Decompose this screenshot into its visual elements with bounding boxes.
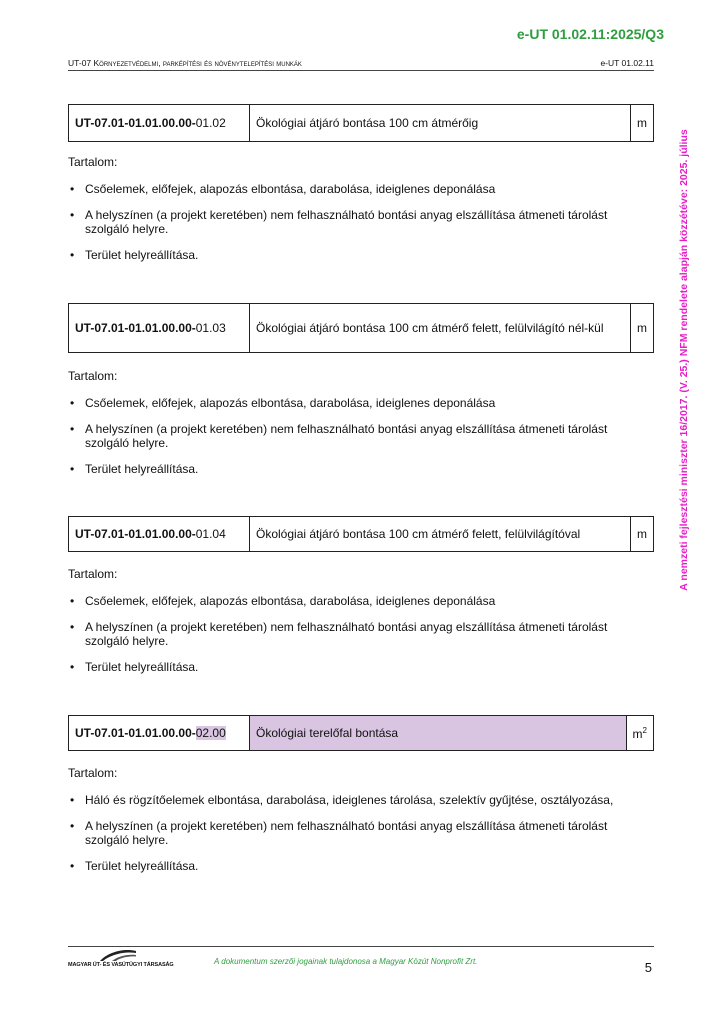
list-item: • A helyszínen (a projekt keretében) nem felhasználható bontási anyag elszállítása átmeneti tárolást szolgáló helyre. [68,819,628,847]
content-label: Tartalom: [68,567,118,581]
item-code-suffix: 01.04 [195,527,226,541]
item-code-cell [69,105,250,142]
item-table [68,516,654,552]
list-item: • Háló és rögzítőelemek elbontása, darabolása, ideiglenes tárolása, szelektív gyűjtése, osztályozása, [68,793,628,807]
item-description-cell [250,517,631,552]
item-description: Ökológiai terelőfal bontása [256,726,399,740]
item-description-cell [250,304,631,353]
item-unit: m [637,527,647,541]
item-unit-cell [631,517,654,552]
header-section-title: UT-07 Környezetvédelmi, parképítési és növénytelepítési munkák [68,58,302,68]
list-item: • Csőelemek, előfejek, alapozás elbontása, darabolása, ideiglenes deponálása [68,396,628,410]
content-label: Tartalom: [68,369,118,383]
copyright-notice: A dokumentum szerzői jogainak tulajdonosa a Magyar Közút Nonprofit Zrt. [214,957,478,966]
item-table [68,715,654,751]
content-list [68,594,628,686]
list-item: • Terület helyreállítása. [68,248,628,262]
content-list [68,793,628,885]
item-code-prefix: UT-07.01-01.01.00.00- [75,321,196,335]
page-number: 5 [644,960,652,975]
content-list [68,182,628,274]
item-row [69,517,654,552]
list-item: • Terület helyreállítása. [68,859,628,873]
item-description: Ökológiai átjáró bontása 100 cm átmérő felett, felülvilágítóval [256,527,581,541]
list-item: • Csőelemek, előfejek, alapozás elbontása, darabolása, ideiglenes deponálása [68,182,628,196]
item-code-prefix: UT-07.01-01.01.00.00- [75,116,196,130]
item-code-prefix: UT-07.01-01.01.00.00- [75,527,196,541]
content-label: Tartalom: [68,766,118,780]
content-list [68,396,628,488]
item-row [69,716,654,751]
item-code-suffix: 01.02 [195,116,226,130]
footer-divider [68,946,654,947]
item-unit-cell [631,304,654,353]
list-item: • A helyszínen (a projekt keretében) nem felhasználható bontási anyag elszállítása átmeneti tárolást szolgáló helyre. [68,620,628,648]
list-item: • A helyszínen (a projekt keretében) nem felhasználható bontási anyag elszállítása átmeneti tárolást szolgáló helyre. [68,208,628,236]
item-code-suffix: 01.03 [195,321,226,335]
item-description-cell [250,105,631,142]
item-code-prefix: UT-07.01-01.01.00.00- [75,726,196,740]
running-header [68,58,654,71]
publication-note-text: A nemzeti fejlesztési miniszter 16/2017. (V. 25.) NFM rendelete alapján közzétéve: 2025. július [678,129,690,591]
organization-logo [68,948,174,970]
road-swoosh-icon [98,948,138,962]
item-description-cell [250,716,627,751]
item-description: Ökológiai átjáró bontása 100 cm átmérőig [256,116,479,130]
item-code-cell [69,716,250,751]
list-item: • Terület helyreállítása. [68,462,628,476]
item-unit: m [637,116,647,130]
item-row [69,105,654,142]
list-item: • Csőelemek, előfejek, alapozás elbontása, darabolása, ideiglenes deponálása [68,594,628,608]
list-item: • Terület helyreállítása. [68,660,628,674]
item-row [69,304,654,353]
item-unit: m [637,321,647,335]
list-item: • A helyszínen (a projekt keretében) nem felhasználható bontási anyag elszállítása átmeneti tárolást szolgáló helyre. [68,422,628,450]
item-unit-exponent: 2 [642,725,647,735]
item-description: Ökológiai átjáró bontása 100 cm átmérő felett, felülvilágító nél-kül [256,320,604,335]
document-code: e-UT 01.02.11:2025/Q3 [516,26,664,42]
item-table [68,303,654,353]
content-label: Tartalom: [68,155,118,169]
item-unit-cell [626,716,653,751]
header-document-id: e-UT 01.02.11 [600,58,654,68]
item-code-cell [69,517,250,552]
item-unit-cell [631,105,654,142]
item-unit: m [632,726,643,741]
publication-side-note [674,96,694,624]
item-code-cell [69,304,250,353]
organization-name: MAGYAR ÚT- ÉS VASÚTÜGYI TÁRSASÁG [68,962,174,968]
item-code-suffix: 02.00 [195,726,226,740]
item-table [68,104,654,142]
